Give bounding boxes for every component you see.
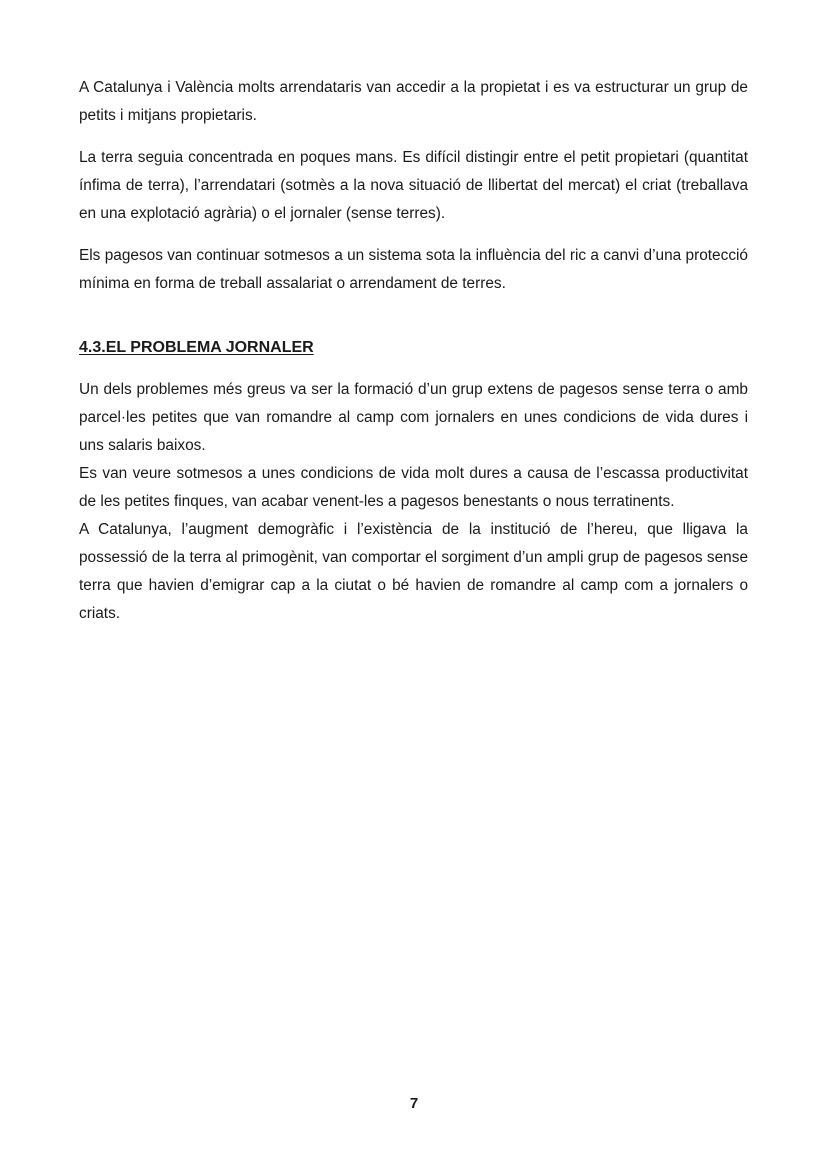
page-number: 7 bbox=[409, 1095, 419, 1112]
paragraph-terra-concentrada: La terra seguia concentrada en poques mans. Es difícil distingir entre el petit propietari (quantitat ínfima de terra), l’arrendatari (sotmès a la nova situació de llibertat del mercat) el criat (treballava en una explotació agrària) o el jornaler (sense terres). bbox=[79, 149, 748, 222]
paragraph-propietaris: A Catalunya i València molts arrendataris van accedir a la propietat i es va estructurar un grup de petits i mitjans propietaris. bbox=[79, 79, 748, 124]
paragraph-condicions: Es van veure sotmesos a unes condicions de vida molt dures a causa de l’escassa productivitat de les petites finques, van acabar venent-les a pagesos benestants o nous terratinents. bbox=[79, 465, 748, 510]
paragraph-problemes: Un dels problemes més greus va ser la formació d’un grup extens de pagesos sense terra o amb parcel·les petites que van romandre al camp com jornalers en unes condicions de vida dures i uns salaris baixos. bbox=[79, 381, 748, 454]
section-body bbox=[79, 376, 748, 628]
paragraph-catalunya-hereu: A Catalunya, l’augment demogràfic i l’existència de la institució de l’hereu, que lligava la possessió de la terra al primogènit, van comportar el sorgiment d’un ampli grup de pagesos sense terra que havien d’emigrar cap a la ciutat o bé havien de romandre al camp com a jornalers o criats. bbox=[79, 521, 748, 622]
page-body bbox=[79, 74, 748, 628]
paragraph-pagesos-sotmesos: Els pagesos van continuar sotmesos a un sistema sota la influència del ric a canvi d’una protecció mínima en forma de treball assalariat o arrendament de terres. bbox=[79, 247, 748, 292]
section-heading: 4.3.EL PROBLEMA JORNALER bbox=[79, 339, 314, 356]
